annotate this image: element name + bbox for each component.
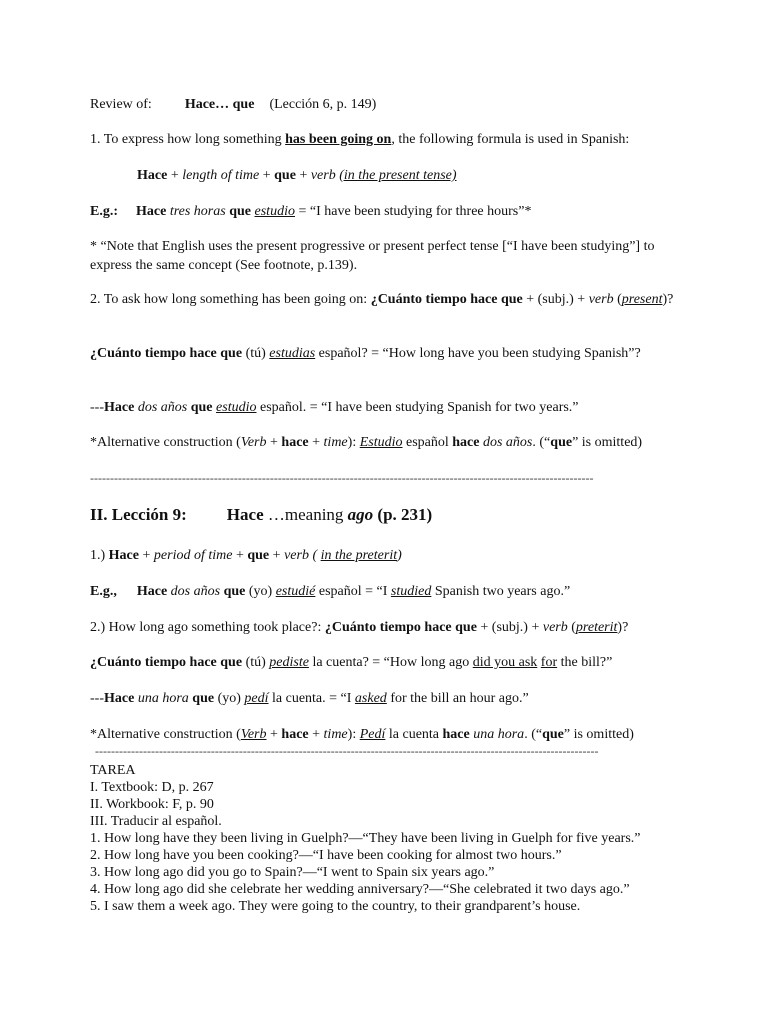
alt-example-text: ” is omitted) (572, 435, 643, 450)
alt-example-hace: hace (452, 435, 480, 450)
answer-2-hace: Hace (104, 691, 135, 706)
formula-2-tense: in the preterit (320, 548, 398, 563)
question-2-text: the bill?” (557, 655, 613, 670)
formula-2-plus: + (269, 548, 285, 563)
answer-2-dashes: --- (90, 691, 104, 706)
answer-2-verb: pedí (244, 691, 269, 706)
answer-translation: español. = “I have been studying Spanish for two years.” (256, 400, 579, 415)
question-1-translation: español? = “How long have you been studying Spanish”? (315, 346, 641, 361)
section-2-hace: Hace (226, 505, 264, 524)
answer-dashes: --- (90, 400, 104, 415)
review-topic: Hace… que (184, 97, 255, 112)
formula-2-que: que (247, 548, 270, 563)
formula-que: que (274, 168, 296, 183)
section-2-title: II. Lección 9: (90, 505, 187, 524)
alt-hace: hace (281, 435, 309, 450)
alt-plus: + (308, 435, 324, 450)
section-2-heading (90, 504, 690, 526)
divider: ------------------------------------------------------------------------------------------------------------------------------ (95, 745, 599, 757)
alt-example-time: dos años (479, 435, 533, 450)
question-2-q: ¿Cuánto tiempo hace que (90, 655, 243, 670)
question-2-verb: pediste (269, 655, 309, 670)
formula-plus: + (259, 168, 275, 183)
alt-2-close: ): (347, 727, 360, 742)
review-ref: (Lección 6, p. 149) (269, 97, 377, 112)
point-3-tense: preterit (575, 620, 618, 635)
point-1-text: 1. To express how long something (90, 132, 286, 147)
formula-2-hace: Hace (108, 548, 139, 563)
formula-2-plus: + (139, 548, 154, 563)
formula-2-number: 1.) (90, 548, 109, 563)
homework-title: TAREA (90, 763, 136, 778)
point-2-tense: present (621, 292, 663, 307)
review-label: Review of: (90, 97, 152, 112)
paren: )? (617, 620, 629, 635)
homework-line: 2. How long have you been cooking?—“I have been cooking for almost two hours.” (90, 848, 562, 863)
homework-line: 3. How long ago did you go to Spain?—“I went to Spain six years ago.” (90, 865, 495, 880)
alt-time: time (323, 435, 348, 450)
alt-text: *Alternative construction ( (90, 435, 241, 450)
example-2-text: Spanish two years ago.” (431, 584, 571, 599)
alt-2-hace: hace (281, 727, 309, 742)
formula-plus: + (295, 168, 311, 183)
alt-2-example-verb: Pedí (359, 727, 386, 742)
answer-que: que (190, 400, 213, 415)
question-2-didask: did you ask (472, 655, 538, 670)
example-label: E.g.: (90, 204, 118, 219)
alt-2-example-que: que (542, 727, 564, 742)
example-que: que (229, 204, 252, 219)
example-time: tres horas (166, 204, 230, 219)
point-3-question: ¿Cuánto tiempo hace que (324, 620, 477, 635)
homework-line: 4. How long ago did she celebrate her wedding anniversary?—“She celebrated it two days ago.” (90, 882, 630, 897)
alt-example-text: . (“ (532, 435, 551, 450)
point-2-verb: verb (588, 292, 614, 307)
alt-2-plus: + (308, 727, 324, 742)
answer-2-subject: (yo) (214, 691, 245, 706)
example-2 (90, 582, 690, 601)
paren: )? (662, 292, 674, 307)
question-2 (90, 653, 690, 672)
example-2-text: español = “I (315, 584, 391, 599)
formula-2-verb: verb (284, 548, 309, 563)
section-2-meaning: …meaning (263, 505, 348, 524)
point-3-verb: verb (542, 620, 568, 635)
answer-2-time: una hora (134, 691, 193, 706)
paren: ( (567, 620, 576, 635)
example-2-time: dos años (167, 584, 224, 599)
alt-example-verb: Estudio (359, 435, 403, 450)
section-2-ref: (p. 231) (373, 505, 433, 524)
formula-tense: (in the present tense) (339, 168, 457, 183)
answer-verb: estudio (216, 400, 257, 415)
example-1 (90, 202, 690, 221)
example-2-que: que (223, 584, 246, 599)
example-2-studied: studied (390, 584, 432, 599)
answer-1 (90, 398, 690, 417)
example-2-subject: (yo) (245, 584, 276, 599)
question-1-subject: (tú) (242, 346, 270, 361)
formula-present (137, 166, 737, 185)
alt-2-time: time (323, 727, 348, 742)
answer-2-asked: asked (354, 691, 387, 706)
point-1-emphasis: has been going on (285, 132, 392, 147)
alt-2-verb: Verb (240, 727, 267, 742)
formula-2-period: period of time (153, 548, 233, 563)
alternative-2 (90, 725, 690, 744)
homework-line: III. Traducir al español. (90, 814, 222, 829)
question-1-q: ¿Cuánto tiempo hace que (90, 346, 243, 361)
point-3-text: 2.) How long ago something took place?: (90, 620, 325, 635)
example-2-hace: Hace (136, 584, 168, 599)
alt-example-text: español (402, 435, 453, 450)
alt-2-text: *Alternative construction ( (90, 727, 241, 742)
alt-2-example-text: . (“ (524, 727, 543, 742)
example-translation: = “I have been studying for three hours”* (294, 204, 532, 219)
formula-verb: verb (310, 168, 336, 183)
question-2-for: for (540, 655, 558, 670)
point-2-question: ¿Cuánto tiempo hace que (370, 292, 523, 307)
answer-2-text: for the bill an hour ago.” (386, 691, 529, 706)
paren: ) (397, 548, 402, 563)
section-2-ago: ago (347, 505, 374, 524)
alt-plus: + (266, 435, 282, 450)
question-1-verb: estudias (269, 346, 316, 361)
answer-2-text: la cuenta. = “I (268, 691, 355, 706)
formula-2-plus: + (232, 548, 248, 563)
review-line (90, 95, 690, 114)
point-3-mid: + (subj.) + (476, 620, 543, 635)
formula-preterit (90, 546, 690, 565)
alt-2-example-text: la cuenta (385, 727, 443, 742)
footnote: * “Note that English uses the present progressive or present perfect tense [“I have been studying”] to express the same concept (See footnote, p.139). (90, 239, 655, 273)
homework-line: I. Textbook: D, p. 267 (90, 780, 214, 795)
alt-2-example-time: una hora (469, 727, 525, 742)
alt-2-example-text: ” is omitted) (563, 727, 634, 742)
homework-line: II. Workbook: F, p. 90 (90, 797, 214, 812)
formula-plus: + (167, 168, 183, 183)
point-2-text: 2. To ask how long something has been going on: (90, 292, 371, 307)
point-1 (90, 130, 690, 149)
answer-hace: Hace (104, 400, 135, 415)
formula-hace: Hace (137, 168, 168, 183)
example-2-label: E.g., (90, 584, 117, 599)
paren: ( (308, 548, 321, 563)
homework-line: 5. I saw them a week ago. They were going to the country, to their grandparent’s house. (90, 899, 581, 914)
point-2 (90, 290, 680, 309)
example-verb: estudio (254, 204, 295, 219)
paren: ( (613, 292, 622, 307)
answer-time: dos años (134, 400, 191, 415)
question-1 (90, 344, 680, 363)
answer-2 (90, 689, 690, 708)
answer-2-que: que (192, 691, 215, 706)
example-2-verb: estudié (275, 584, 316, 599)
point-2-mid: + (subj.) + (522, 292, 589, 307)
divider: ------------------------------------------------------------------------------------------------------------------------------ (90, 472, 594, 484)
homework-line: 1. How long have they been living in Guelph?—“They have been living in Guelph for five years.” (90, 831, 641, 846)
formula-length: length of time (182, 168, 260, 183)
point-3 (90, 618, 690, 637)
alt-2-plus: + (266, 727, 282, 742)
alt-verb: Verb (240, 435, 267, 450)
alt-example-que: que (550, 435, 573, 450)
homework-block (90, 762, 730, 915)
question-2-text: la cuenta? = “How long ago (308, 655, 473, 670)
question-2-subject: (tú) (242, 655, 270, 670)
point-1-text-end: , the following formula is used in Spanish: (391, 132, 630, 147)
alt-close: ): (347, 435, 360, 450)
alternative-1 (90, 433, 680, 452)
alt-2-example-hace: hace (442, 727, 470, 742)
example-hace: Hace (136, 204, 167, 219)
